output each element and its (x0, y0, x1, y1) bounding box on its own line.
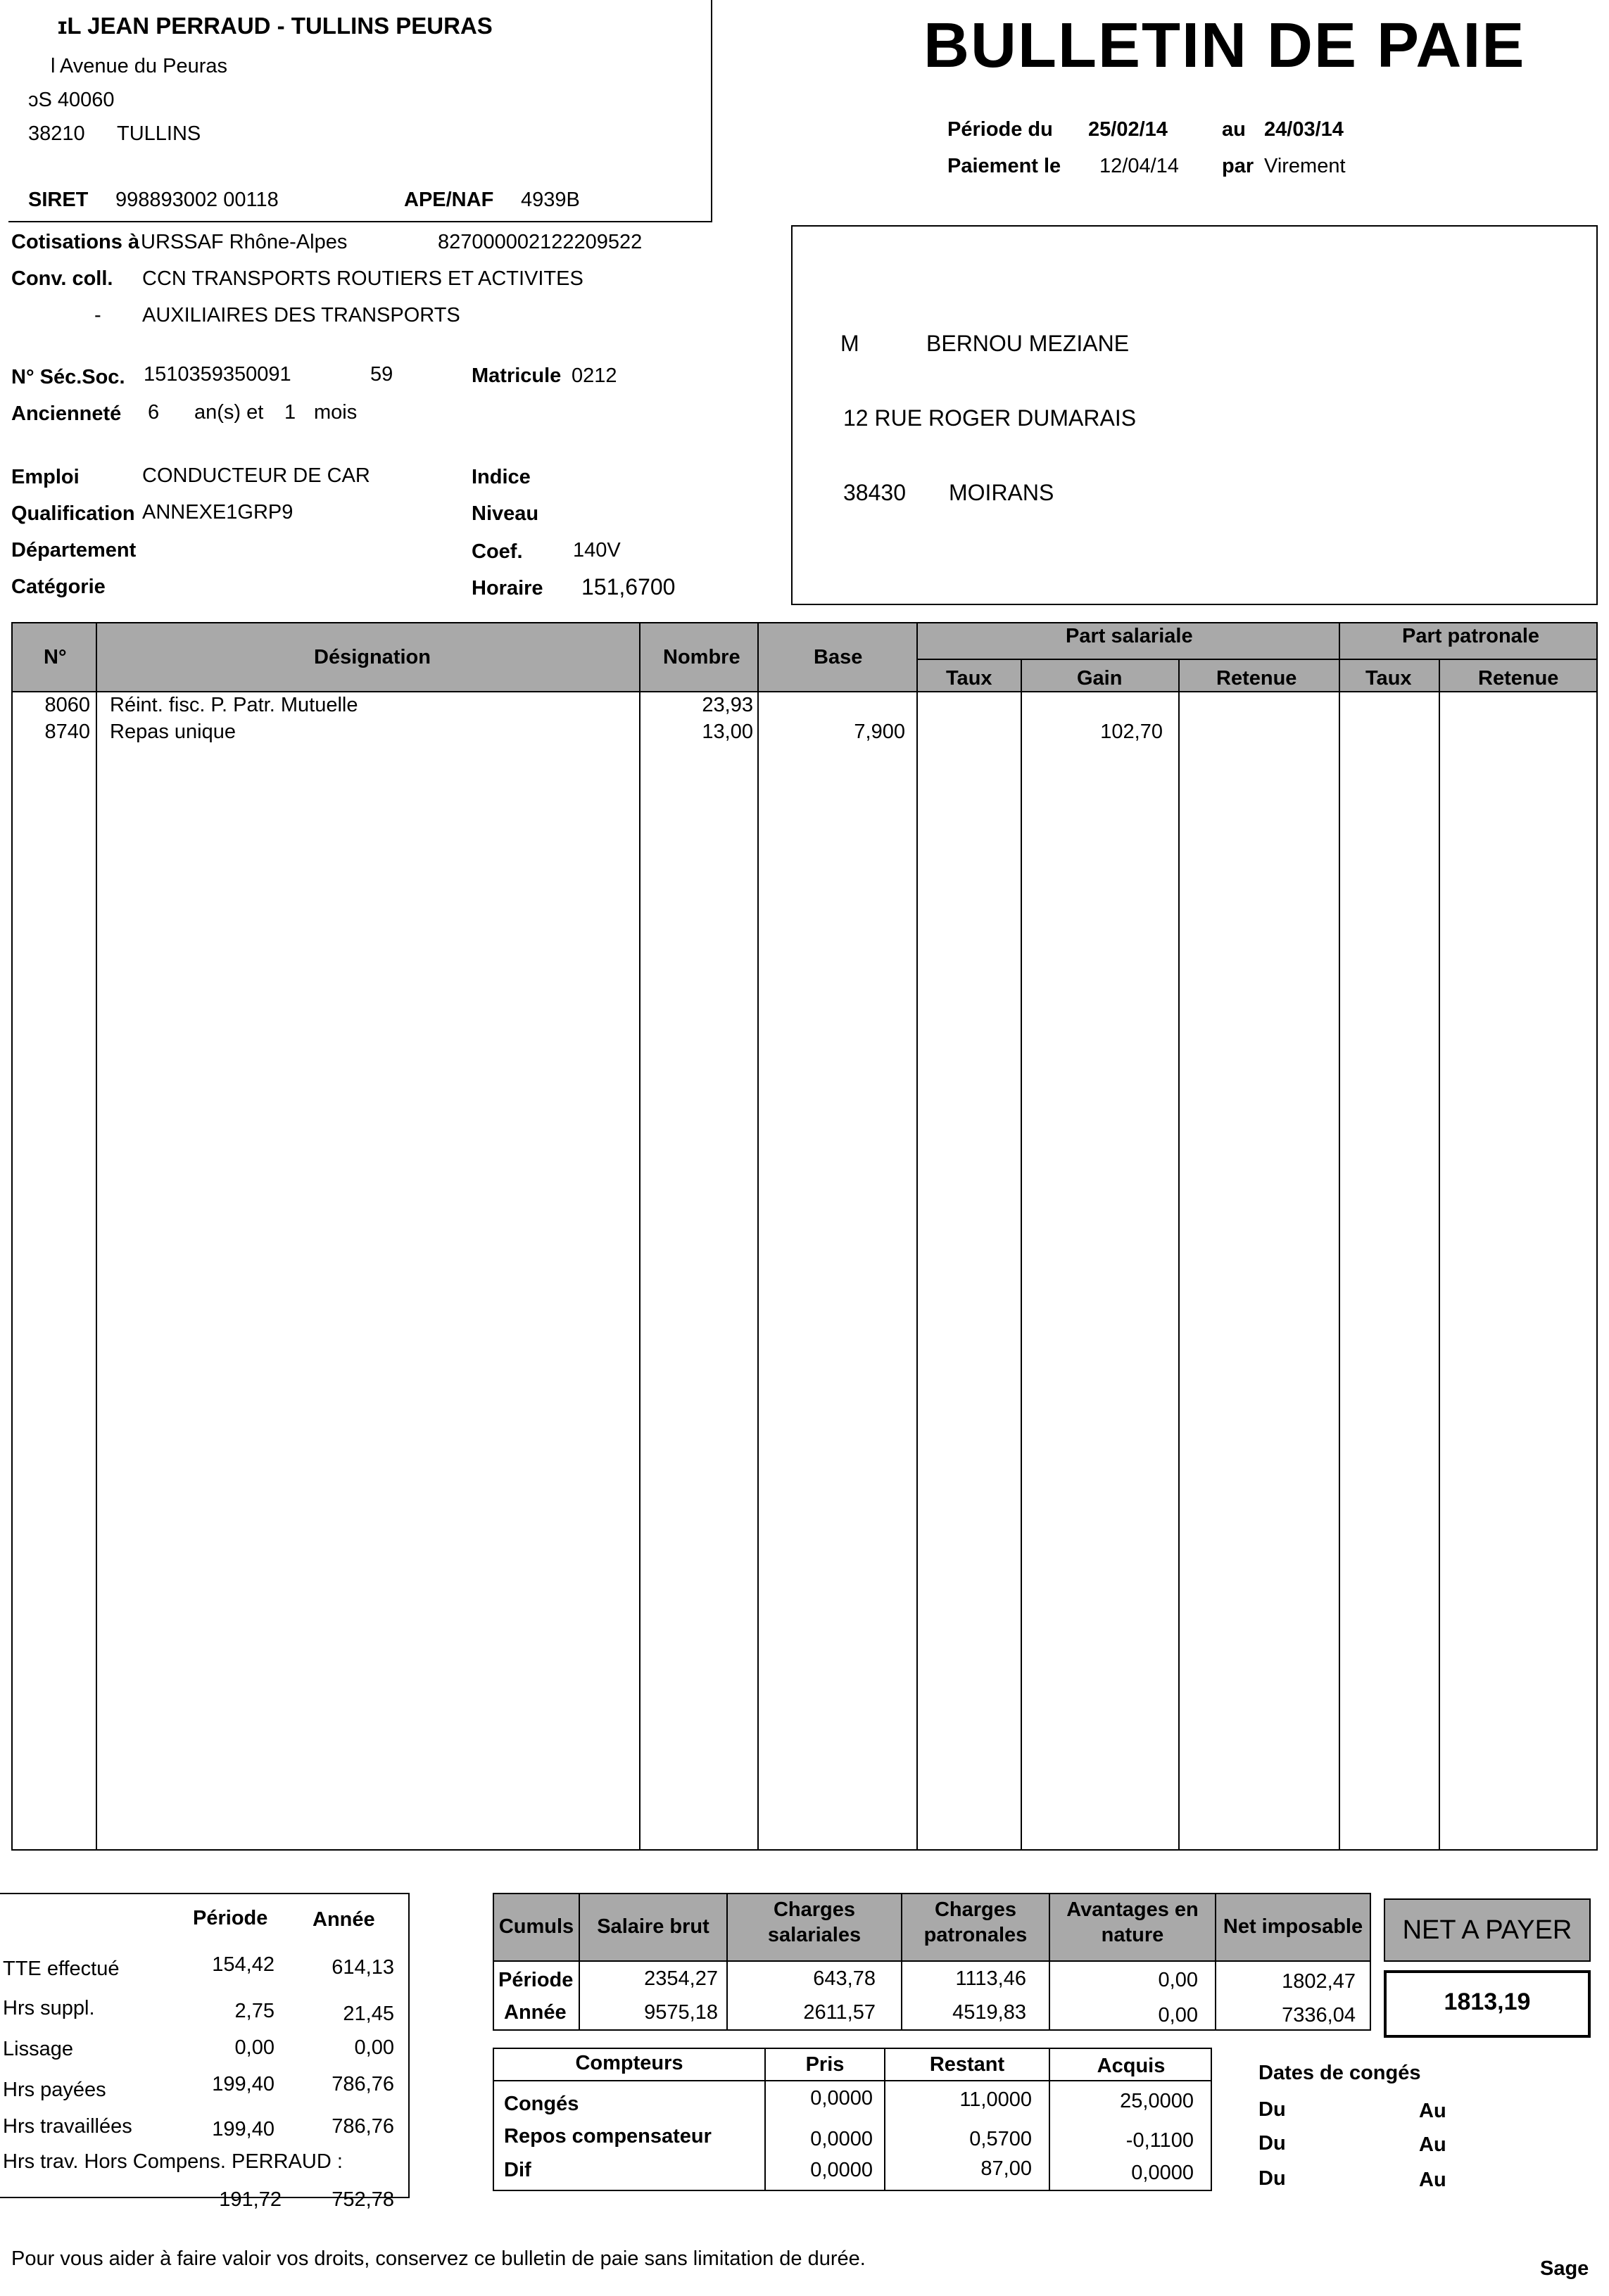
cumuls-row-2-net-imp: 7336,04 (1282, 2004, 1356, 2027)
page-title: BULLETIN DE PAIE (923, 11, 1526, 81)
conv-dash: - (94, 304, 101, 326)
recipient-city: MOIRANS (949, 480, 1054, 505)
compteurs-row-3-pris: 0,0000 (810, 2159, 873, 2181)
hours-row-3-periode: 0,00 (234, 2036, 275, 2059)
cumuls-row-1-charges-pat: 1113,46 (955, 1967, 1026, 1990)
footer-brand: Sage (1540, 2257, 1589, 2280)
recipient-civility: M (840, 331, 859, 356)
col-taux-sal: Taux (946, 667, 992, 690)
conges-du-1: Du (1258, 2098, 1286, 2121)
cumuls-col-1: Cumuls (498, 1915, 574, 1938)
compteurs-row-2-label: Repos compensateur (504, 2125, 712, 2148)
col-num: N° (44, 646, 67, 668)
hours-row-2-annee: 21,45 (343, 2003, 394, 2025)
cumuls-col-6: Net imposable (1223, 1915, 1363, 1938)
conges-au-2: Au (1419, 2133, 1446, 2156)
emploi-value: CONDUCTEUR DE CAR (142, 464, 370, 487)
coef-label: Coef. (472, 540, 523, 563)
lines-table (11, 622, 1598, 1851)
recipient-name: BERNOU MEZIANE (926, 331, 1130, 356)
emploi-label: Emploi (11, 466, 80, 488)
anc-years: 6 (148, 401, 160, 424)
departement-label: Département (11, 539, 137, 562)
niveau-label: Niveau (472, 502, 539, 525)
cumuls-col-4: Charges patronales (923, 1898, 1028, 1946)
cumuls-row-2-avantages: 0,00 (1158, 2004, 1198, 2027)
col-nombre: Nombre (663, 646, 740, 668)
conges-du-2: Du (1258, 2132, 1286, 2155)
qualification-value: ANNEXE1GRP9 (142, 501, 294, 524)
compteurs-col-1: Compteurs (575, 2052, 683, 2074)
hours-row-4-annee: 786,76 (332, 2073, 394, 2095)
compteurs-row-2-restant: 0,5700 (969, 2128, 1032, 2150)
cumuls-row-2-charges-sal: 2611,57 (803, 2001, 876, 2024)
cumuls-row-1-brut: 2354,27 (644, 1967, 718, 1990)
table-row-2-designation: Repas unique (110, 721, 236, 743)
company-postal: 38210 (28, 122, 85, 145)
conges-du-3: Du (1258, 2167, 1286, 2190)
anc-months: 1 (284, 401, 296, 424)
ape-label: APE/NAF (404, 189, 494, 211)
conges-au-3: Au (1419, 2169, 1446, 2191)
cumuls-row-1-avantages: 0,00 (1158, 1969, 1198, 1991)
compteurs-col-2: Pris (805, 2053, 845, 2076)
table-row-2-nombre: 13,00 (702, 721, 753, 743)
conges-title: Dates de congés (1258, 2062, 1421, 2084)
anc-months-unit: mois (314, 401, 358, 424)
hours-hors-periode: 191,72 (219, 2188, 282, 2211)
hours-row-3-label: Lissage (3, 2038, 73, 2060)
hours-row-1-periode: 154,42 (212, 1953, 275, 1976)
table-row-2-base: 7,900 (854, 721, 905, 743)
hours-row-5-annee: 786,76 (332, 2115, 394, 2138)
compteurs-row-2-acquis: -0,1100 (1125, 2129, 1194, 2152)
cumuls-col-2: Salaire brut (597, 1915, 709, 1938)
period-to: 24/03/14 (1264, 118, 1344, 141)
col-part-salariale: Part salariale (1066, 625, 1193, 647)
col-taux-pat: Taux (1365, 667, 1412, 690)
horaire-label: Horaire (472, 577, 543, 600)
company-city: TULLINS (117, 122, 201, 145)
col-retenue-pat: Retenue (1478, 667, 1559, 690)
table-row-1-num: 8060 (44, 694, 90, 716)
col-base: Base (814, 646, 863, 668)
conges-au-1: Au (1419, 2100, 1446, 2122)
hours-periode-label: Période (193, 1907, 268, 1929)
coef-value: 140V (573, 539, 621, 562)
au-label: au (1222, 118, 1246, 141)
cotisations-label: Cotisations à (11, 231, 140, 253)
hours-row-2-periode: 2,75 (234, 2000, 275, 2022)
hours-row-1-annee: 614,13 (332, 1956, 394, 1979)
paid-on: 12/04/14 (1099, 155, 1179, 177)
compteurs-row-3-label: Dif (504, 2159, 531, 2181)
par-label: par (1222, 155, 1254, 177)
compteurs-row-1-restant: 11,0000 (959, 2088, 1032, 2111)
table-row-2-num: 8740 (44, 721, 90, 743)
cumuls-col-3: Charges salariales (767, 1898, 862, 1946)
cotisations-num: 827000002122209522 (438, 231, 643, 253)
hours-row-5-label: Hrs travaillées (3, 2115, 132, 2138)
conv-line2: AUXILIAIRES DES TRANSPORTS (142, 304, 460, 326)
net-value: 1813,19 (1444, 1989, 1531, 2015)
compteurs-col-4: Acquis (1097, 2055, 1166, 2077)
horaire-value: 151,6700 (581, 574, 676, 600)
cumuls-row-1-net-imp: 1802,47 (1282, 1970, 1356, 1993)
qualification-label: Qualification (11, 502, 135, 525)
cumuls-row-1-label: Période (498, 1969, 574, 1991)
secsoc-value: 1510359350091 (144, 363, 291, 386)
compteurs-col-3: Restant (929, 2053, 1005, 2076)
recipient-postal: 38430 (843, 480, 906, 505)
hours-row-1-label: TTE effectué (3, 1958, 120, 1980)
anc-years-unit: an(s) et (194, 401, 264, 424)
cumuls-row-2-brut: 9575,18 (644, 2001, 718, 2024)
payment-method: Virement (1264, 155, 1346, 177)
col-part-patronale: Part patronale (1402, 625, 1539, 647)
compteurs-row-1-pris: 0,0000 (810, 2087, 873, 2110)
siret-label: SIRET (28, 189, 89, 211)
col-retenue-sal: Retenue (1216, 667, 1297, 690)
period-from: 25/02/14 (1088, 118, 1168, 141)
compteurs-row-1-label: Congés (504, 2093, 579, 2115)
hours-annee-label: Année (313, 1908, 375, 1931)
anciennete-label: Ancienneté (11, 402, 122, 425)
compteurs-row-3-acquis: 0,0000 (1131, 2162, 1194, 2184)
matricule-value: 0212 (572, 364, 617, 387)
compteurs-row-3-restant: 87,00 (980, 2157, 1032, 2180)
hours-hors-annee: 752,78 (332, 2188, 394, 2211)
ape-value: 4939B (521, 189, 580, 211)
hours-row-2-label: Hrs suppl. (3, 1997, 95, 2019)
matricule-label: Matricule (472, 364, 562, 387)
compteurs-row-1-acquis: 25,0000 (1120, 2090, 1194, 2112)
cumuls-row-2-charges-pat: 4519,83 (952, 2001, 1026, 2024)
col-gain: Gain (1077, 667, 1123, 690)
secsoc-label: N° Séc.Soc. (11, 366, 125, 388)
hours-row-3-annee: 0,00 (354, 2036, 394, 2059)
company-address-1: l Avenue du Peuras (51, 55, 227, 77)
col-designation: Désignation (314, 646, 431, 668)
cumuls-row-2-label: Année (504, 2001, 567, 2024)
categorie-label: Catégorie (11, 576, 106, 598)
table-row-2-gain: 102,70 (1100, 721, 1163, 743)
recipient-street: 12 RUE ROGER DUMARAIS (843, 405, 1137, 431)
net-label: NET A PAYER (1402, 1915, 1572, 1945)
compteurs-row-2-pris: 0,0000 (810, 2128, 873, 2150)
table-header-divider (13, 691, 1598, 692)
company-address-2: ɔS 40060 (28, 89, 115, 111)
conv-label: Conv. coll. (11, 267, 113, 290)
siret-value: 998893002 00118 (115, 189, 279, 211)
cumuls-row-1-charges-sal: 643,78 (813, 1967, 876, 1990)
periode-label: Période du (947, 118, 1053, 141)
secsoc-key: 59 (370, 363, 393, 386)
table-row-1-designation: Réint. fisc. P. Patr. Mutuelle (110, 694, 358, 716)
company-name: ɪL JEAN PERRAUD - TULLINS PEURAS (58, 13, 493, 39)
conv-line1: CCN TRANSPORTS ROUTIERS ET ACTIVITES (142, 267, 583, 290)
footer-note: Pour vous aider à faire valoir vos droits, conservez ce bulletin de paie sans limitation de durée. (11, 2247, 866, 2270)
table-header-bg (13, 623, 1596, 692)
hours-row-4-label: Hrs payées (3, 2079, 106, 2101)
paiement-label: Paiement le (947, 155, 1061, 177)
hours-hors-label: Hrs trav. Hors Compens. PERRAUD : (3, 2150, 343, 2173)
cotisations-org: URSSAF Rhône-Alpes (141, 231, 348, 253)
hours-row-5-periode: 199,40 (212, 2118, 275, 2140)
indice-label: Indice (472, 466, 531, 488)
cumuls-col-5: Avantages en nature (1066, 1898, 1199, 1946)
hours-row-4-periode: 199,40 (212, 2073, 275, 2095)
table-row-1-nombre: 23,93 (702, 694, 753, 716)
